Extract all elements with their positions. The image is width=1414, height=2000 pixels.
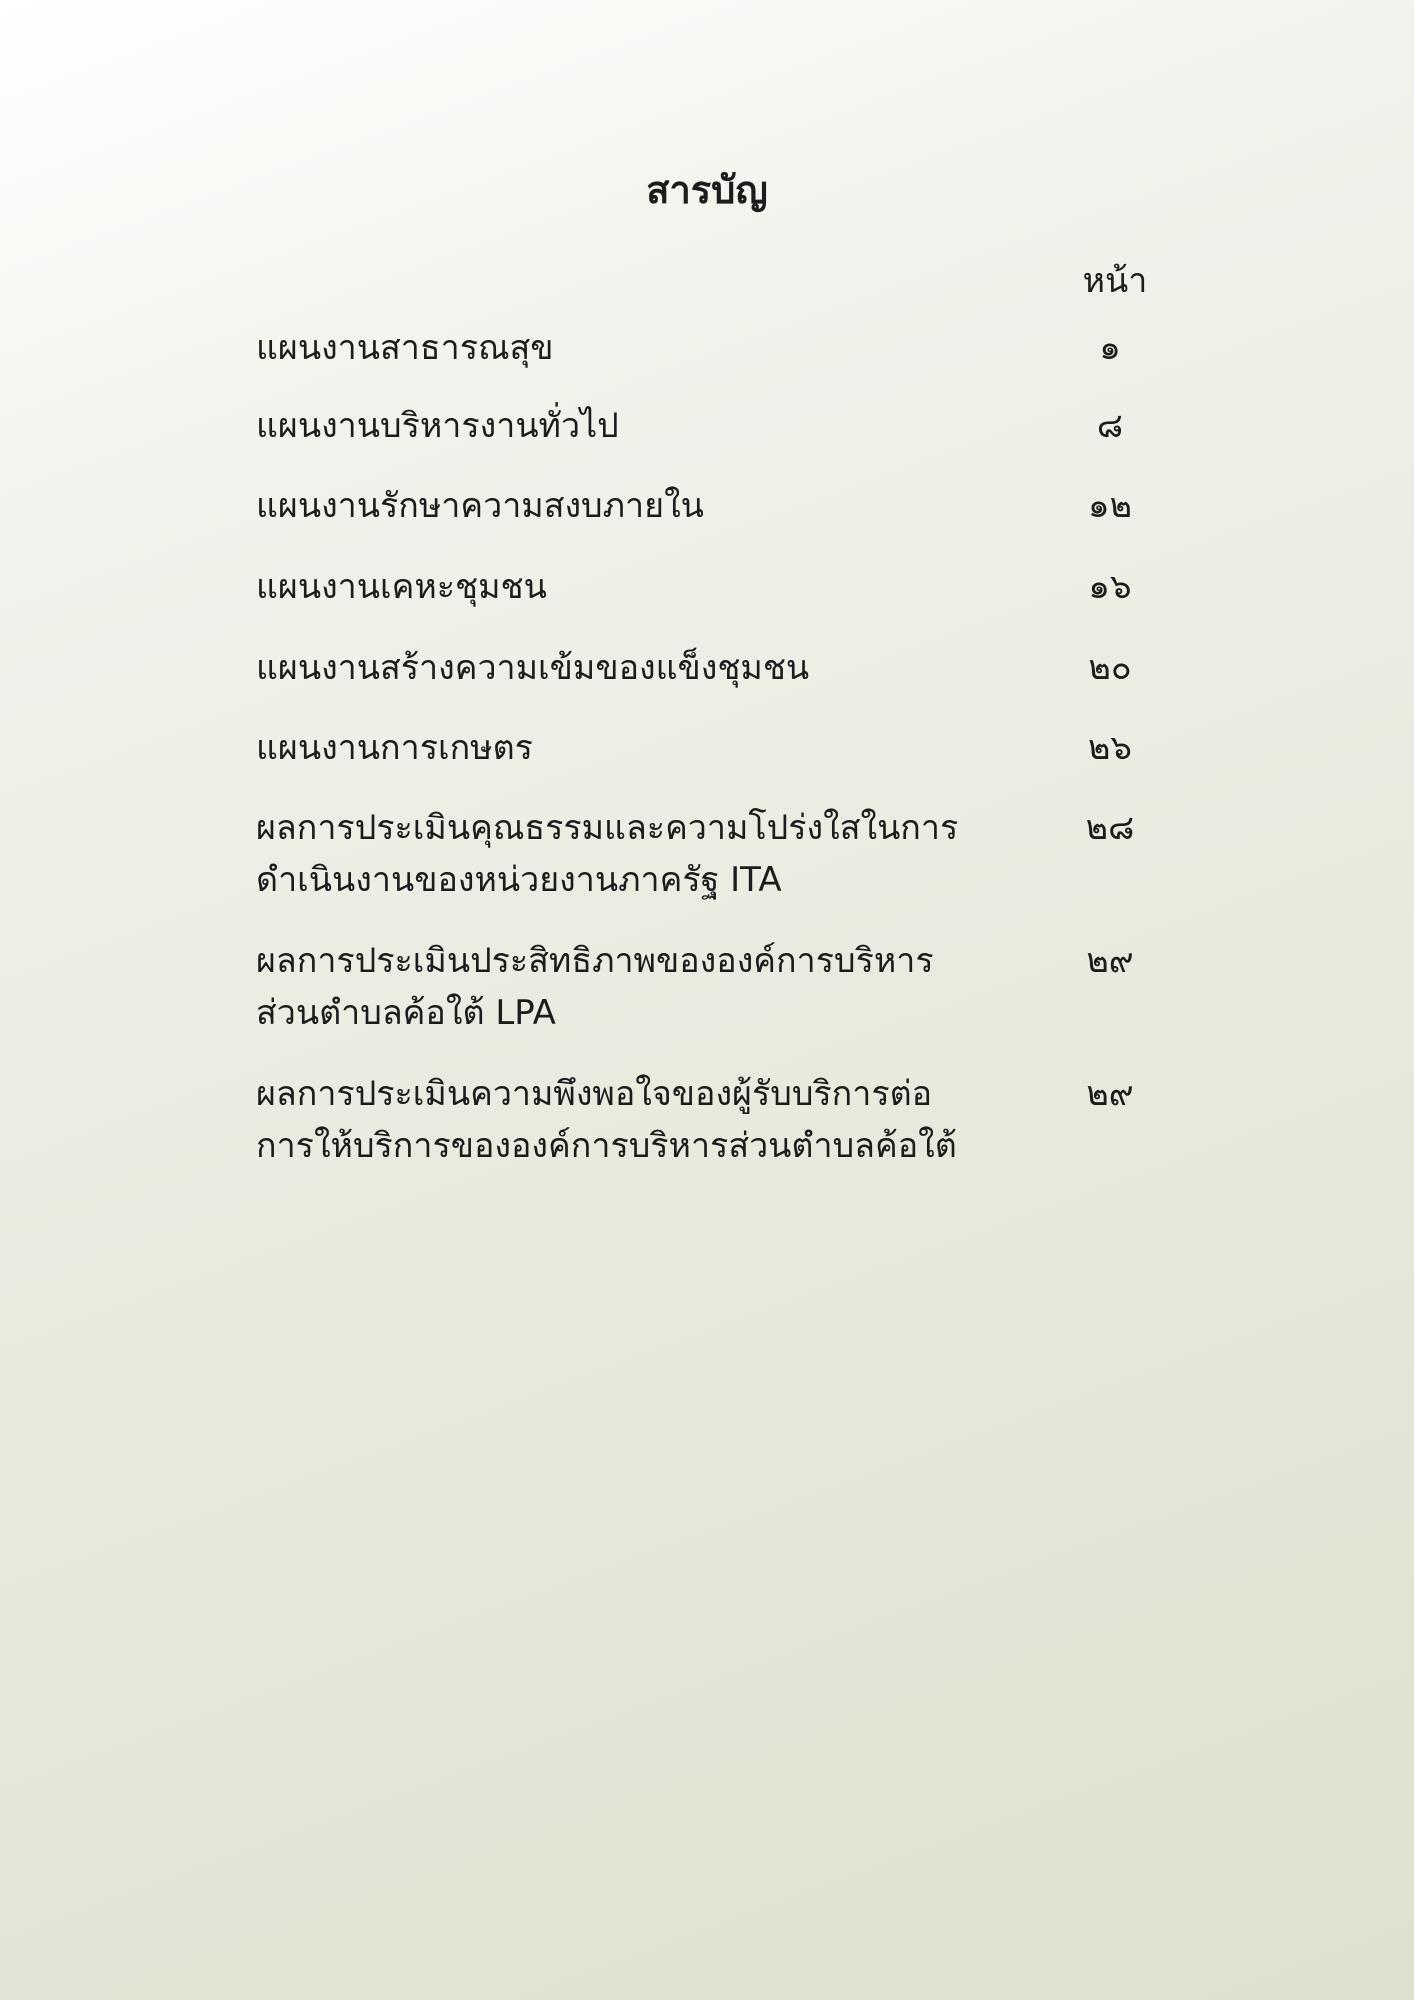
toc-entry-page-number: ๑๖: [1088, 567, 1132, 607]
toc-entry-line: แผนงานเคหะชุมชน: [256, 567, 547, 607]
toc-entry-page-number: ๒๐: [1088, 648, 1132, 688]
toc-entry-label: [256, 802, 976, 906]
toc-entry-line: แผนงานรักษาความสงบภายใน: [256, 486, 704, 526]
page-column-header: หน้า: [1082, 261, 1148, 301]
toc-entry-page-number: ๑: [1099, 328, 1121, 368]
toc-entry-label: [256, 322, 976, 374]
toc-entry-page-number: ๑๒: [1088, 486, 1132, 526]
toc-entry-line: แผนงานการเกษตร: [256, 728, 533, 768]
toc-entry-line: แผนงานบริหารงานทั่วไป: [256, 406, 619, 446]
toc-entry-page-number: ๒๖: [1088, 728, 1132, 768]
toc-entry-line: การให้บริการขององค์การบริหารส่วนตำบลค้อใต้: [256, 1126, 957, 1166]
toc-entry-page-number: ๒๙: [1086, 941, 1134, 981]
toc-entry-label: [256, 480, 976, 532]
toc-entry-line: แผนงานสาธารณสุข: [256, 328, 554, 368]
toc-entry-line: ผลการประเมินความพึงพอใจของผู้รับบริการต่อ: [256, 1074, 933, 1114]
toc-entry-label: [256, 1068, 976, 1172]
toc-title: สารบัญ: [646, 168, 768, 212]
toc-entry-label: [256, 642, 976, 694]
toc-entry-page-number: ๒๘: [1085, 808, 1135, 848]
toc-entry-label: [256, 561, 976, 613]
toc-entry-page-number: ๘: [1096, 406, 1124, 446]
toc-entry-label: [256, 722, 976, 774]
toc-entry-line: ผลการประเมินประสิทธิภาพขององค์การบริหาร: [256, 941, 934, 981]
toc-entry-line: ผลการประเมินคุณธรรมและความโปร่งใสในการ: [256, 808, 959, 848]
toc-entry-label: [256, 935, 976, 1039]
toc-entry-line: ดำเนินงานของหน่วยงานภาครัฐ ITA: [256, 860, 782, 900]
toc-entry-page-number: ๒๙: [1086, 1074, 1134, 1114]
toc-entry-label: [256, 400, 976, 452]
toc-entry-line: แผนงานสร้างความเข้มของแข็งชุมชน: [256, 648, 810, 688]
toc-entry-line: ส่วนตำบลค้อใต้ LPA: [256, 993, 556, 1033]
